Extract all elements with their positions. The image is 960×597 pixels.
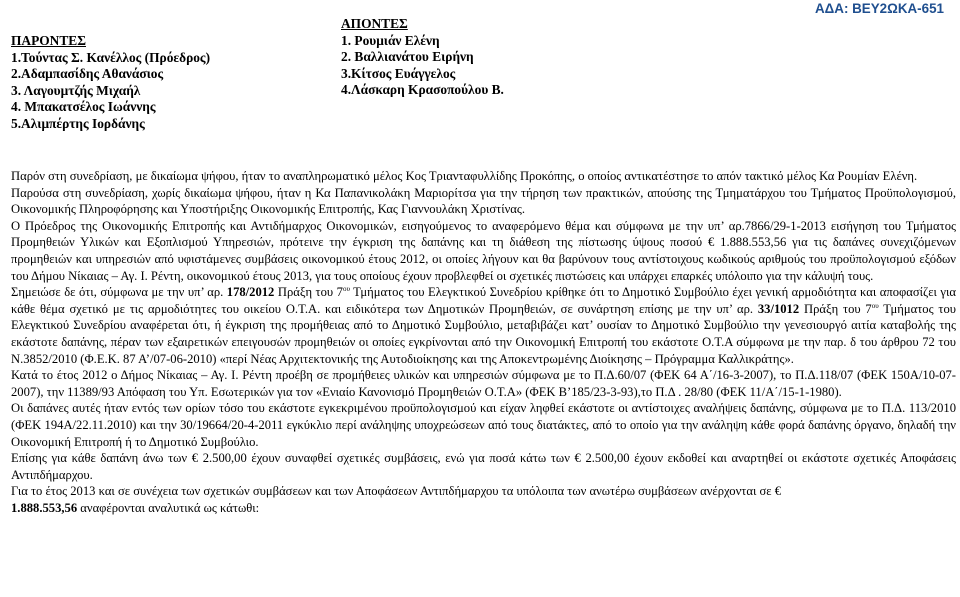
act-number: 178/2012: [226, 285, 275, 300]
paragraph-proposal: Ο Πρόεδρος της Οικονομικής Επιτροπής και Αντιδήμαρχος Οικονομικών, εισηγούμενος το αναφερόμενο θέμα και σύμφωνα με την υπ’ αρ.7866/29-1-2013 εισήγηση του Τμήματος Προμηθειών Υλικών και Εξοπλισμού Υπηρεσιών, πρότεινε την έγκριση της δαπάνης και τη διάθεση της πίστωσης ύψους ποσού € 1.888.553,56 για τις δαπάνες συνεχιζόμενων προμηθειών και υπηρεσιών από υφιστάμενες συμβάσεις οικονομικού έτους 2012, οι οποίες λήγουν και θα βαρύνουν τους αντίστοιχους κωδικούς αριθμούς του προϋπολογισμού εξόδων του Δήμου Νίκαιας – Αγ. Ι. Ρέντη, οικονομικού έτους 2013, για τους οποίους έχουν προβλεφθεί οι σχετικές πιστώσεις και υπάρχει επαρκές υπόλοιπο για την κάλυψή τους.: [11, 218, 956, 283]
present-member: 5.Αλιμπέρτης Ιορδάνης: [11, 115, 145, 131]
paragraph-audit-court: Σημειώσε δε ότι, σύμφωνα με την υπ’ αρ. 178/2012 Πράξη του $7^{o\upsilon}$ Τμήματος του Ελεγκτικού Συνεδρίου κρίθηκε ότι το Δημοτικό Συμβούλιο έχει γενική αρμοδιότητα και αποφασίζει για κάθε θέμα σχετικό με τις αρμοδιότητες του οικείου Ο.Τ.Α. και ειδικότερα των Δημοτικών Προμηθειών, σε συνάρτηση επίσης με την υπ’ αρ. 33/1012 Πράξη του $7^{o\upsilon}$ Τμήματος του Ελεγκτικού Συνεδρίου αναφέρεται ότι, ή έγκριση της προμήθειας από το Δημοτικό Συμβούλιο, μεταβιβάζει κατ’ ουσίαν το Δημοτικό Συμβούλιο την γενεσιουργό αιτία καταβολής της εκάστοτε δαπάνης, πέραν των εξαιρετικών επειγουσών προμηθειών οι οποίες εγκρίνονται από την Οικονομική Επιτροπή του εκάστοτε Ο.Τ.Α σύμφωνα με την παρ. δ του άρθρου 72 του Ν.3852/2010 (Φ.Ε.Κ. 87 Α’/07-06-2010) «περί Νέας Αρχιτεκτονικής της Αυτοδιοίκησης και της Αποκεντρωμένης Διοίκησης – Πρόγραμμα Καλλικράτης».: [11, 284, 956, 366]
act-number: 33/1012: [757, 301, 800, 316]
present-member: 1.Τούντας Σ. Κανέλλος (Πρόεδρος): [11, 49, 211, 65]
present-member: 4. Μπακατσέλος Ιωάννης: [11, 99, 156, 115]
paragraph-minutes-keeper: Παρούσα στη συνεδρίαση, χωρίς δικαίωμα ψήφου, ήταν η Κα Παπανικολάκη Μαριορίτσα για την τήρηση των πρακτικών, απούσης της Τμηματάρχου του Τμήματος Προϋπολογισμού, Οικονομικής Πληροφόρησης και Υποστήριξης Οικονομικής Επιτροπής, Κας Γιαννουλάκη Χριστίνας.: [11, 185, 956, 217]
present-member: 2.Αδαμπασίδης Αθανάσιος: [11, 66, 164, 82]
paragraph-substitute-member: Παρόν στη συνεδρίαση, με δικαίωμα ψήφου, ήταν το αναπληρωματικό μέλος Κος Τριανταφυλλίδης Προκόπης, ο οποίος αντικατέστησε το απόν τακτικό μέλος Κα Ρουμίαν Ελένη.: [11, 169, 918, 183]
absent-member: 2. Βαλλιανάτου Ειρήνη: [341, 49, 474, 65]
absent-member: 1. Ρουμιάν Ελένη: [341, 32, 440, 48]
present-members-block: [11, 33, 210, 133]
present-member: 3. Λαγουμτζής Μιχαήλ: [11, 82, 141, 98]
paragraph-budget-limits: Οι δαπάνες αυτές ήταν εντός των ορίων τόσο του εκάστοτε εγκεκριμένου προϋπολογισμού και είχαν ληφθεί εκάστοτε οι αντίστοιχες αναλήψεις δαπάνης, σύμφωνα με το Π.Δ. 113/2010 (ΦΕΚ 194Α/22.11.2010) και την 30/19664/20-4-2011 εγκύκλιο περί ανάληψης υποχρεώσεων από τους διατάκτες, από το οποίο για την ανάληψη κάθε φορά δαπάνης όργανο, δηλαδή την Οικονομική Επιτροπή ή το Δημοτικό Συμβούλιο.: [11, 401, 956, 449]
paragraph-total-amount: 1.888.553,56 αναφέρονται αναλυτικά ως κάτωθι:: [11, 500, 260, 515]
paragraph-procurements-2012: Κατά το έτος 2012 ο Δήμος Νίκαιας – Αγ. Ι. Ρέντη προέβη σε προμήθειες υλικών και υπηρεσιών σύμφωνα με το Π.Δ.60/07 (ΦΕΚ 64 Α΄/16-3-2007), το Π.Δ.118/07 (ΦΕΚ 150Α/10-07-2007), την 11389/93 Απόφαση του Υπ. Εσωτερικών για τον «Ενιαίο Κανονισμό Προμηθειών Ο.Τ.Α» (ΦΕΚ Β’185/23-3-93),το Π.Δ . 28/80 (ΦΕΚ 11/Α΄/15-1-1980).: [11, 368, 956, 399]
paragraph-2013-balances: Για το έτος 2013 και σε συνέχεια των σχετικών συμβάσεων και των Αποφάσεων Αντιπδήμαρχου τα υπόλοιπα των ανωτέρω συμβάσεων ανέρχονται σε €: [11, 484, 782, 499]
absent-title: ΑΠΟΝΤΕΣ: [341, 16, 408, 31]
document-body: [11, 168, 956, 516]
paragraph-contracts: Επίσης για κάθε δαπάνη άνω των € 2.500,00 έχουν συναφθεί σχετικές συμβάσεις, ενώ για ποσά κάτω των € 2.500,00 έχουν εκδοθεί και αναρτηθεί οι εκάστοτε σχετικές Αποφάσεις Αντιπδήμαρχου.: [11, 451, 956, 482]
absent-member: 3.Κίτσος Ευάγγελος: [341, 65, 456, 81]
ada-label: ΑΔΑ: ΒΕΥ2ΩΚΑ-651: [814, 1, 944, 16]
present-title: ΠΑΡΟΝΤΕΣ: [11, 33, 86, 48]
absent-members-block: [341, 16, 504, 99]
total-amount: 1.888.553,56: [11, 500, 78, 515]
absent-member: 4.Λάσκαρη Κρασοπούλου Β.: [341, 82, 504, 98]
